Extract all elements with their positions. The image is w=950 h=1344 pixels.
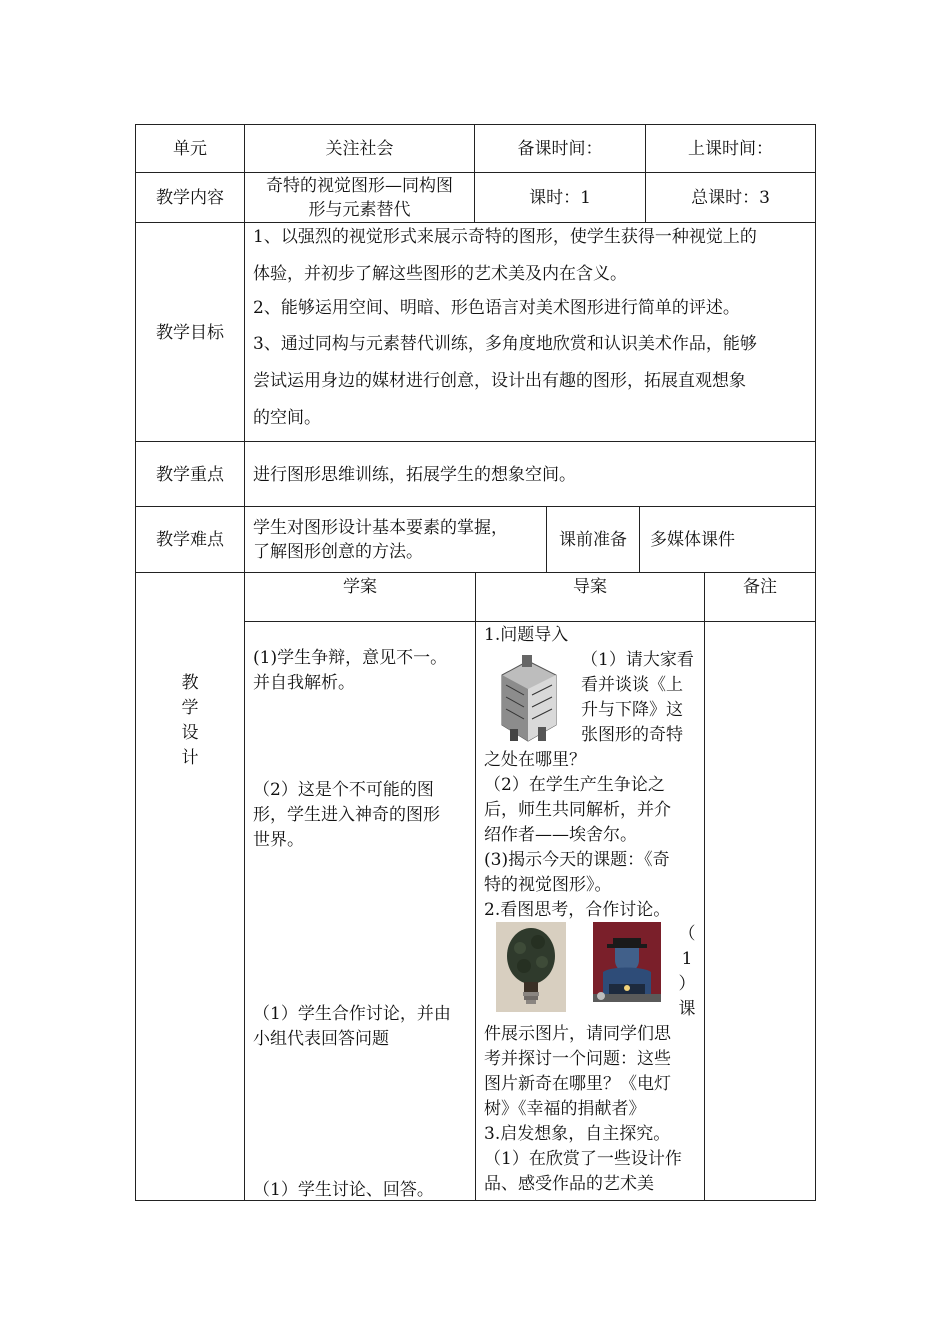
section1-q3-line: 特的视觉图形》。: [484, 875, 612, 895]
total-hours: 总课时：3: [691, 188, 770, 208]
class-time-label: 上课时间：: [688, 139, 773, 159]
design-label-char: 计: [181, 748, 199, 768]
section1-q1-line: （1）请大家看: [581, 650, 694, 670]
section1-q2-line: （2）在学生产生争论之: [484, 775, 665, 795]
lightbulb-tree-image: [496, 922, 566, 1012]
section1-q1-line: 升与下降》这: [581, 700, 683, 720]
student-note: 形，学生进入神奇的图形: [253, 805, 440, 825]
design-label-char: 教: [181, 673, 199, 693]
section2-vertical-char: （: [678, 924, 696, 944]
section3-body-line: （1）在欣赏了一些设计作: [484, 1149, 682, 1169]
prep-time-label: 备课时间：: [517, 139, 603, 159]
objective-line: 1、以强烈的视觉形式来展示奇特的图形，使学生获得一种视觉上的: [253, 227, 757, 247]
objective-line: 的空间。: [253, 408, 321, 428]
unit-value: 关注社会: [325, 139, 394, 159]
student-note: （1）学生讨论、回答。: [253, 1180, 434, 1200]
design-label-char: 学: [181, 698, 199, 718]
key-points-label: 教学重点: [156, 465, 224, 485]
happy-donor-image: [593, 922, 661, 1002]
section2-body-line: 考并探讨一个问题：这些: [484, 1049, 671, 1069]
section3-body-line: 品、感受作品的艺术美: [484, 1174, 654, 1194]
relativity-building-image: [488, 655, 568, 747]
objective-line: 尝试运用身边的媒材进行创意，设计出有趣的图形，拓展直观想象: [253, 371, 746, 391]
col-student-header: 学案: [343, 577, 377, 597]
section1-q1-line: 看并谈谈《上: [581, 675, 683, 695]
objective-line: 3、通过同构与元素替代训练，多角度地欣赏和认识美术作品，能够: [253, 334, 757, 354]
difficulties-label: 教学难点: [156, 530, 224, 550]
objectives-label: 教学目标: [156, 323, 224, 343]
student-note: (1)学生争辩，意见不一。: [253, 648, 448, 668]
section1-q3-line: (3)揭示今天的课题：《奇: [484, 850, 670, 870]
key-points-text: 进行图形思维训练，拓展学生的想象空间。: [253, 465, 576, 485]
unit-label: 单元: [173, 139, 207, 159]
lesson-hours: 课时：1: [529, 188, 591, 208]
col-notes-header: 备注: [743, 577, 777, 597]
student-note: 小组代表回答问题: [253, 1029, 389, 1049]
section2-body-line: 件展示图片，请同学们思: [484, 1024, 671, 1044]
student-note: 并自我解析。: [253, 673, 355, 693]
prep-value: 多媒体课件: [650, 530, 735, 550]
design-label-char: 设: [181, 723, 199, 743]
objective-line: 体验，并初步了解这些图形的艺术美及内在含义。: [253, 264, 627, 284]
difficulties-line2: 了解图形创意的方法。: [253, 542, 423, 562]
section2-title: 2.看图思考，合作讨论。: [484, 900, 671, 920]
section1-q1-end: 之处在哪里？: [484, 750, 586, 770]
student-note: （2）这是个不可能的图: [253, 780, 434, 800]
col-teacher-header: 导案: [573, 577, 607, 597]
lesson-title-line1: 奇特的视觉图形—同构图: [266, 176, 453, 196]
section1-q2-line: 绍作者——埃舍尔。: [484, 825, 637, 845]
section2-vertical-char: ）: [678, 974, 696, 994]
objective-line: 2、能够运用空间、明暗、形色语言对美术图形进行简单的评述。: [253, 298, 740, 318]
content-label: 教学内容: [156, 188, 224, 208]
difficulties-line1: 学生对图形设计基本要素的掌握，: [253, 518, 508, 538]
section2-body-line: 树》《幸福的捐献者》: [484, 1099, 646, 1119]
prep-label: 课前准备: [559, 530, 627, 550]
student-note: 世界。: [253, 830, 304, 850]
section2-vertical-char: 1: [681, 949, 693, 969]
section2-body-line: 图片新奇在哪里？《电灯: [484, 1074, 671, 1094]
section1-q2-line: 后，师生共同解析，并介: [484, 800, 671, 820]
student-note: （1）学生合作讨论，并由: [253, 1004, 451, 1024]
section1-q1-line: 张图形的奇特: [581, 725, 683, 745]
lesson-title-line2: 形与元素替代: [308, 200, 411, 220]
section1-title: 1.问题导入: [484, 625, 569, 645]
section2-vertical-char: 课: [678, 999, 696, 1019]
section3-title: 3.启发想象，自主探究。: [484, 1124, 671, 1144]
